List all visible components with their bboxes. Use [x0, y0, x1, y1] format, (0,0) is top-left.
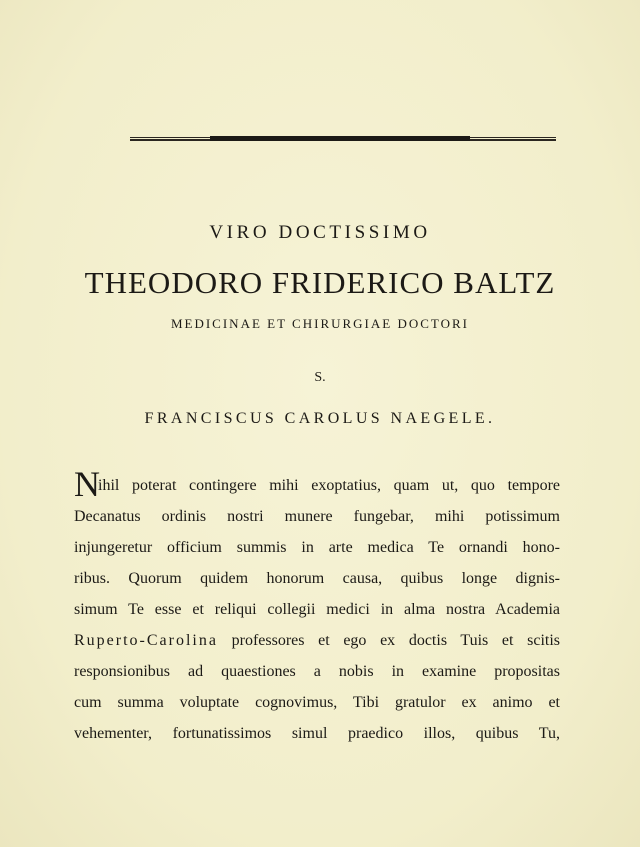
body-line-9: vehementer, fortunatissimos simul praedico illos, quibus Tu,	[74, 725, 560, 742]
body-line-1-text: ihil poterat contingere mihi exoptatius, quam ut, quo tempore	[98, 477, 560, 494]
letter-body	[74, 464, 561, 749]
body-line-1	[74, 464, 560, 504]
body-line-4: ribus. Quorum quidem honorum causa, quibus longe dignis-	[74, 570, 560, 587]
body-line-7: responsionibus ad quaestiones a nobis in examine propositas	[74, 663, 560, 680]
dedicatee-name: THEODORO FRIDERICO BALTZ	[84, 265, 556, 300]
body-line-3: injungeretur officium summis in arte medica Te ornandi hono-	[74, 539, 560, 556]
salutation: S.	[314, 370, 326, 385]
body-line-2: Decanatus ordinis nostri munere fungebar, mihi potissimum	[74, 508, 560, 525]
drop-capital: N	[74, 464, 100, 504]
body-line-8: cum summa voluptate cognovimus, Tibi gratulor ex animo et	[74, 694, 560, 711]
author-name: FRANCISCUS CAROLUS NAEGELE.	[144, 410, 496, 427]
header-rule-thick	[210, 136, 470, 141]
dedicatee-title: MEDICINAE ET CHIRURGIAE DOCTORI	[170, 316, 470, 331]
body-line-5: simum Te esse et reliqui collegii medici in alma nostra Academia	[74, 601, 560, 618]
dedication-line-1: VIRO DOCTISSIMO	[209, 222, 431, 243]
body-line-6-text: professores et ego ex doctis Tuis et scitis	[231, 632, 561, 649]
university-name: Ruperto-Carolina	[74, 632, 218, 649]
body-line-6	[74, 625, 560, 656]
